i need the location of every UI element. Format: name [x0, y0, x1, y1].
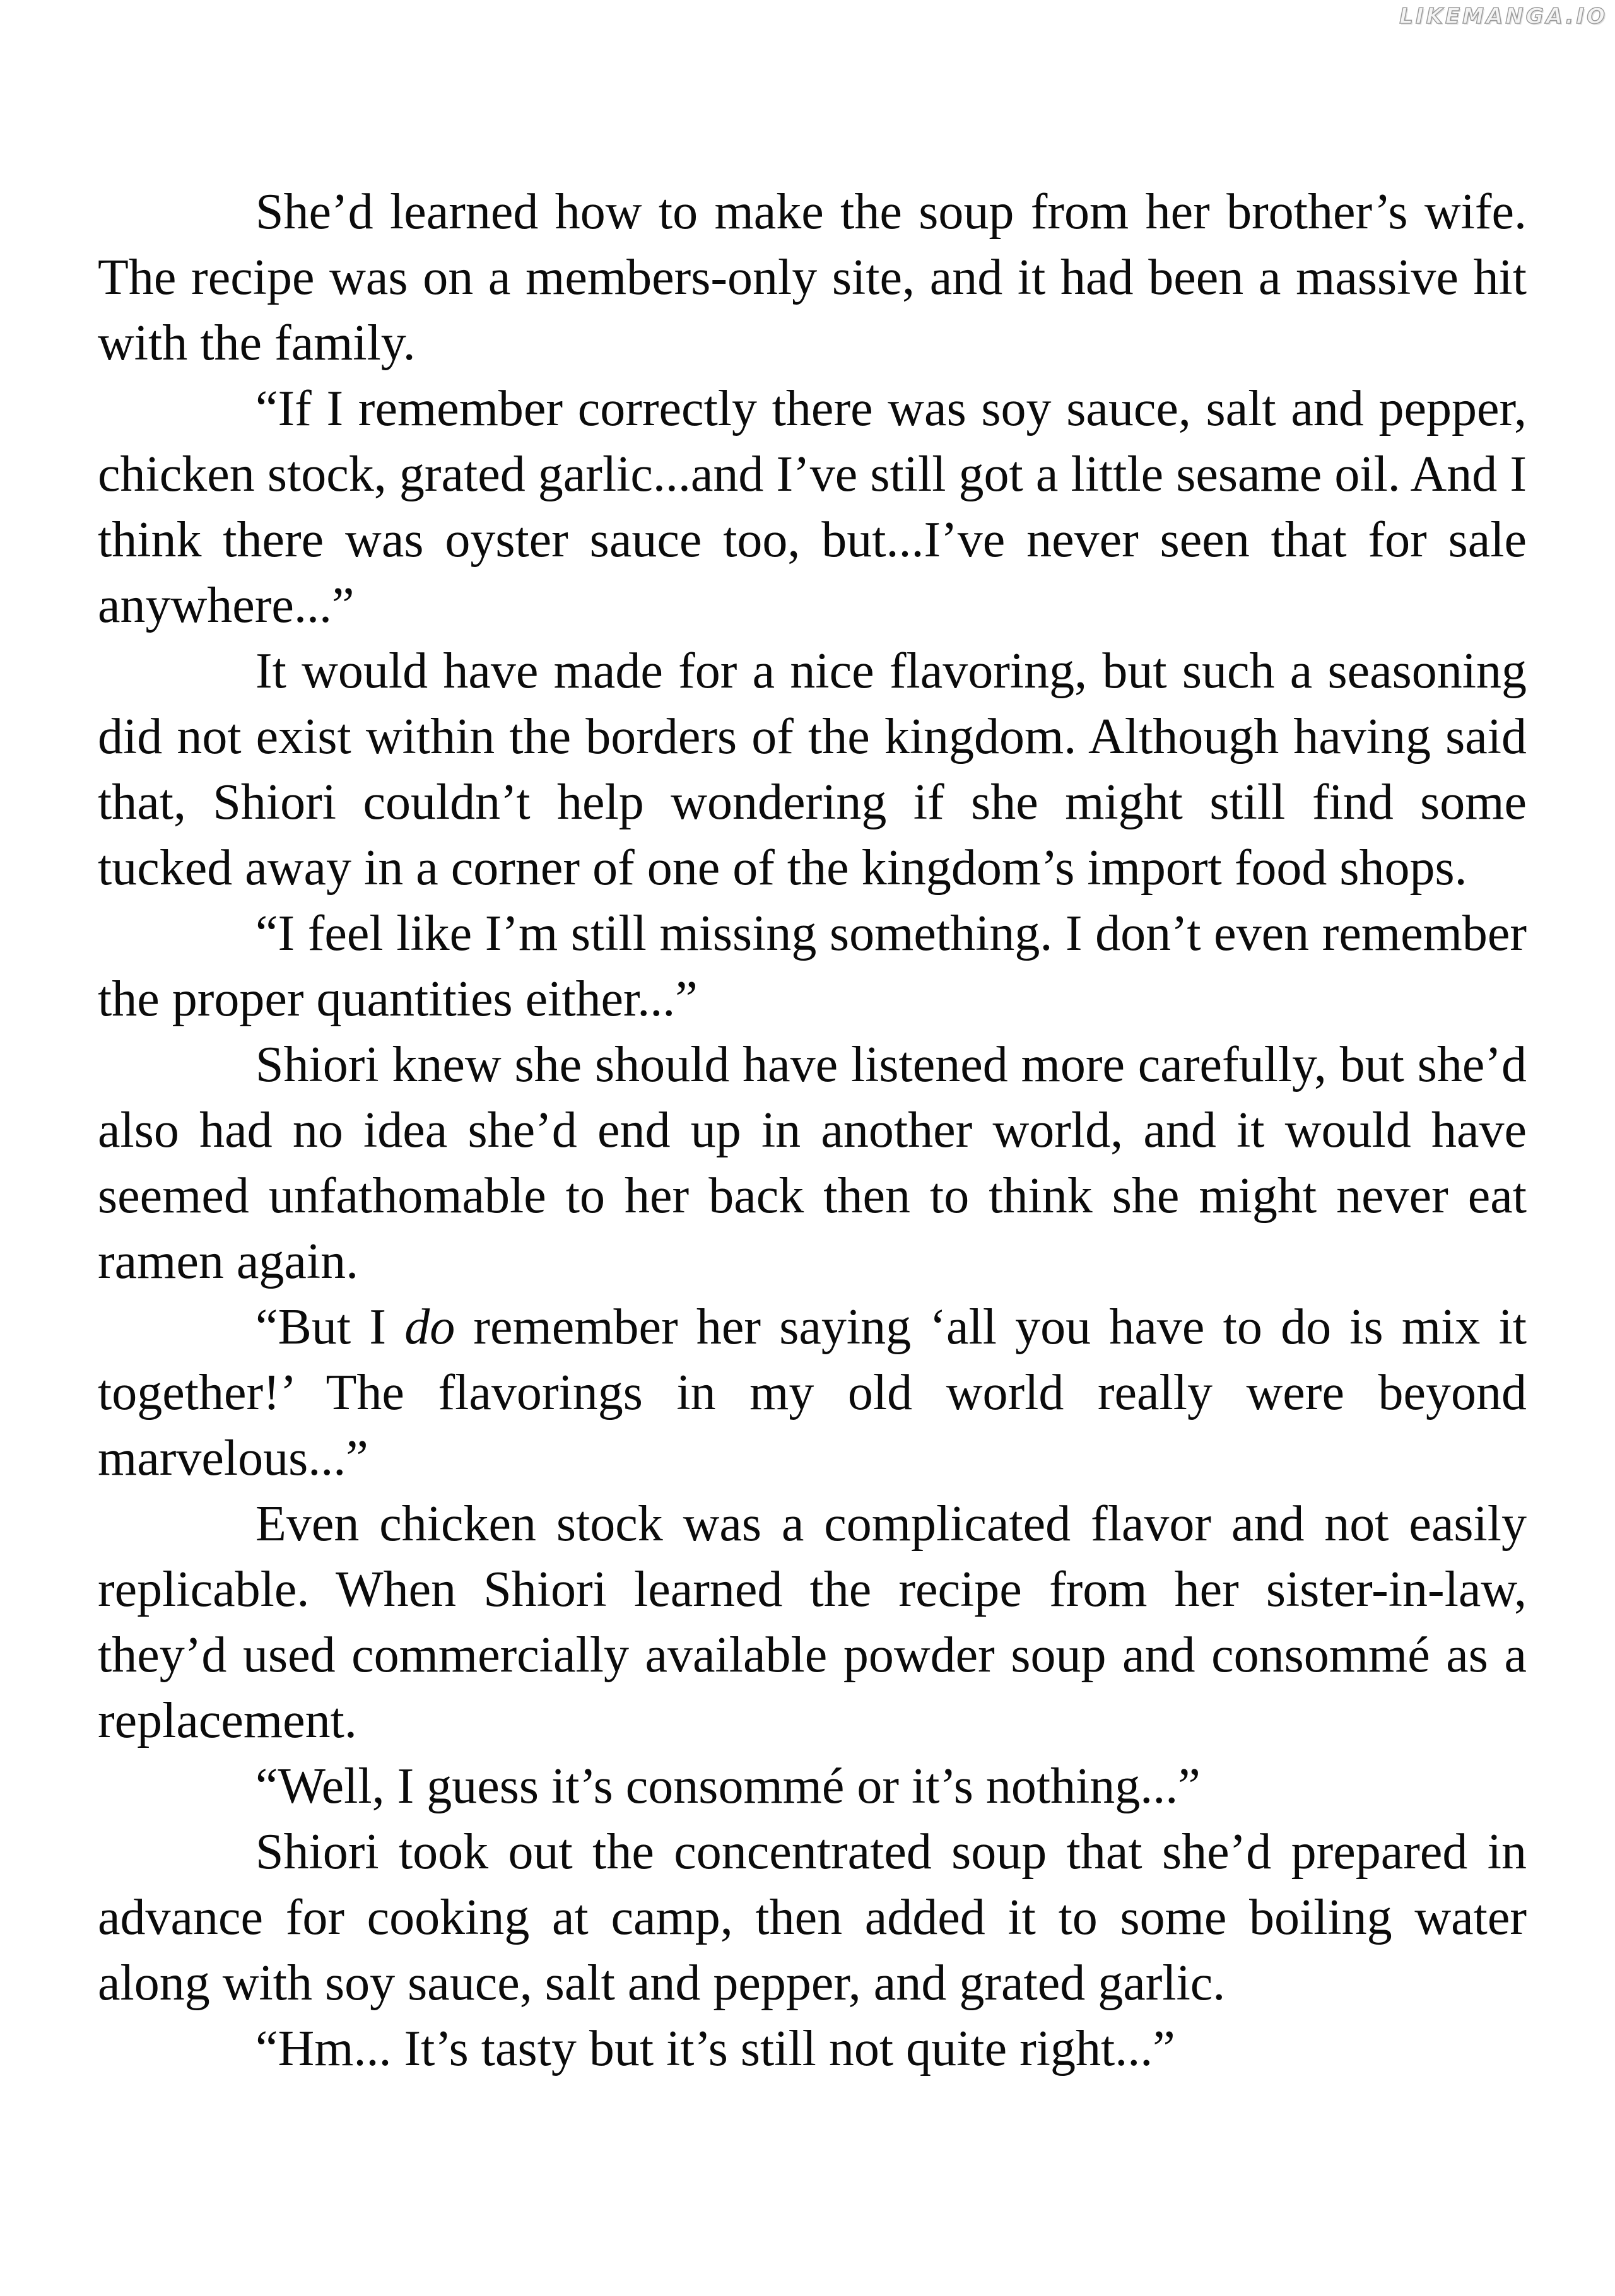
- italic-text-segment: do: [404, 1299, 455, 1355]
- text-segment: “Well, I guess it’s consommé or it’s nothing...”: [255, 1759, 1201, 1814]
- text-segment: It would have made for a nice flavoring, but such a seasoning did not exist within the borders of the kingdom. Although having said that, Shiori couldn’t help wondering if she might still find some tucked away in a corner of one of the kingdom’s import food shops.: [98, 643, 1527, 896]
- watermark-text: LIKEMANGA.IO: [1399, 4, 1607, 29]
- paragraph: [98, 1032, 1527, 1294]
- page-text: [98, 179, 1527, 2082]
- paragraph: [98, 1819, 1527, 2016]
- text-segment: Even chicken stock was a complicated flavor and not easily replicable. When Shiori learned the recipe from her sister-in-law, they’d used commercially available powder soup and consommé as a replacement.: [98, 1496, 1527, 1748]
- text-segment: She’d learned how to make the soup from her brother’s wife. The recipe was on a members-only site, and it had been a massive hit with the family.: [98, 184, 1527, 371]
- text-segment: “I feel like I’m still missing something. I don’t even remember the proper quantities either...”: [98, 906, 1527, 1027]
- paragraph: [98, 376, 1527, 638]
- text-segment: Shiori knew she should have listened more carefully, but she’d also had no idea she’d end up in another world, and it would have seemed unfathomable to her back then to think she might never eat ramen again.: [98, 1037, 1527, 1289]
- paragraph: [98, 1294, 1527, 1491]
- text-segment: “If I remember correctly there was soy sauce, salt and pepper, chicken stock, grated garlic...and I’ve still got a little sesame oil. And I think there was oyster sauce too, but...I’ve never seen that for sale anywhere...”: [98, 381, 1527, 633]
- text-segment: remember her saying ‘all you have to do is mix it together!’ The flavorings in my old world really were beyond marvelous...”: [98, 1299, 1527, 1486]
- text-segment: “Hm... It’s tasty but it’s still not quite right...”: [255, 2021, 1175, 2076]
- paragraph: [98, 638, 1527, 901]
- paragraph: [98, 1491, 1527, 1754]
- text-segment: “But I: [255, 1299, 405, 1355]
- paragraph: [98, 2016, 1527, 2082]
- paragraph: [98, 1754, 1527, 1819]
- text-segment: Shiori took out the concentrated soup that she’d prepared in advance for cooking at camp, then added it to some boiling water along with soy sauce, salt and pepper, and grated garlic.: [98, 1824, 1527, 2011]
- paragraph: [98, 901, 1527, 1032]
- paragraph: [98, 179, 1527, 376]
